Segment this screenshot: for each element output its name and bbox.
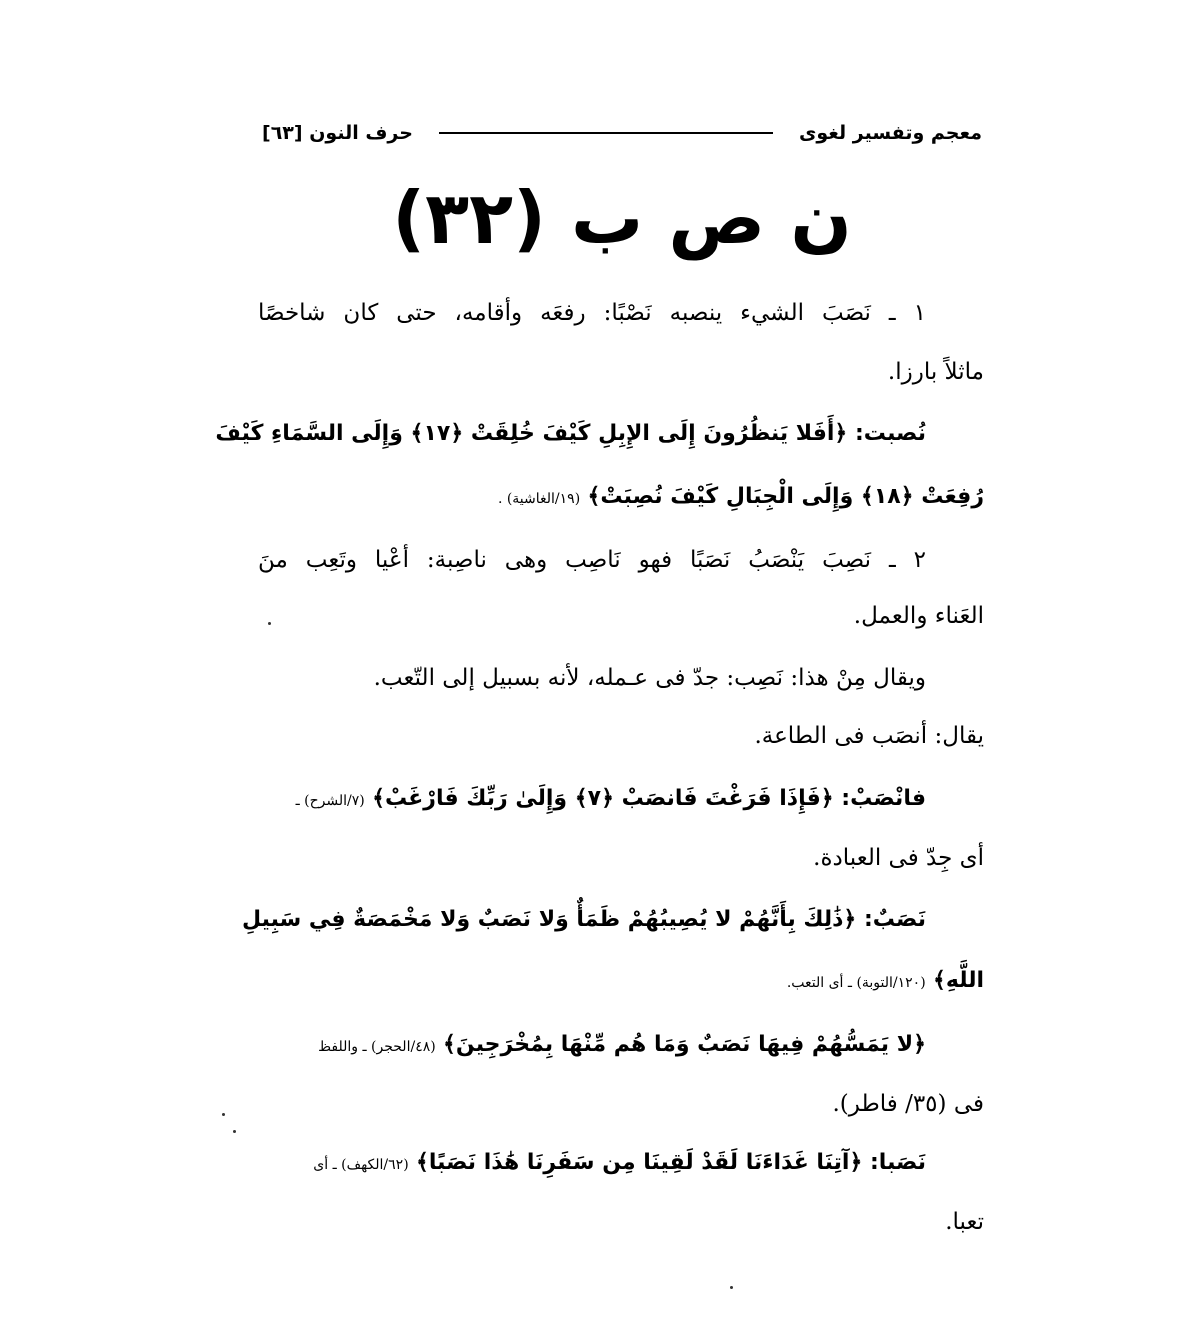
quran-verse: نَصَبا: ﴿آتِنَا غَدَاءَنَا لَقَدْ لَقِينَا مِن سَفَرِنَا هَٰذَا نَصَبًا﴾	[415, 1150, 926, 1175]
body-line: يقال: أنصَب فى الطاعة.	[754, 723, 984, 749]
quran-verse-line	[258, 476, 984, 516]
scan-speck	[222, 1113, 225, 1116]
body-line: ويقال مِنْ هذا: نَصِب: جدّ فى عـمله، لأنه بسبيل إلى التّعب.	[373, 665, 926, 691]
quran-verse-line: نَصَبٌ: ﴿ذَٰلِكَ بِأَنَّهُمْ لا يُصِيبُهُمْ ظَمَأٌ وَلا نَصَبٌ وَلا مَخْمَصَةٌ فِي سَبِيلِ	[241, 907, 926, 932]
quran-verse: اللَّهِ﴾	[932, 968, 984, 993]
body-line: ٢ ـ نَصِبَ يَنْصَبُ نَصَبًا فهو نَاصِب وهى ناصِبة: أعْيا وتَعِب منَ	[258, 547, 926, 573]
quran-verse: رُفِعَتْ ﴿١٨﴾ وَإِلَى الْجِبَالِ كَيْفَ نُصِبَتْ﴾	[587, 484, 984, 509]
body-line: ١ ـ نَصَبَ الشيء ينصبه نَصْبًا: رفعَه وأقامه، حتى كان شاخصًا	[258, 300, 926, 326]
quran-verse-line	[258, 778, 984, 818]
verse-reference: (١٩/الغاشية) .	[497, 491, 581, 507]
verse-reference: (٦٢/الكهف) ـ أى	[313, 1157, 409, 1173]
quran-verse-line	[258, 960, 984, 1000]
book-title: معجم وتفسير لغوى	[798, 122, 982, 144]
body-line: فى (٣٥/ فاطر).	[832, 1091, 984, 1117]
verse-reference: (٧/الشرح) ـ	[295, 793, 365, 809]
section-label: حرف النون [٦٣]	[262, 122, 413, 144]
header-rule	[439, 132, 773, 134]
quran-verse-line	[258, 1024, 984, 1064]
body-line: تعبا.	[945, 1209, 984, 1235]
body-line: العَناء والعمل.	[853, 603, 984, 629]
running-header	[262, 118, 982, 148]
body-line: أى جِدّ فى العبادة.	[813, 845, 984, 871]
scan-speck	[730, 1286, 733, 1289]
quran-verse-line	[258, 1142, 984, 1182]
quran-verse: فانْصَبْ: ﴿فَإِذَا فَرَغْتَ فَانصَبْ ﴿٧﴾ وَإِلَىٰ رَبِّكَ فَارْغَبْ﴾	[372, 786, 926, 811]
entry-title: ن ص ب (٣٢)	[392, 176, 852, 260]
quran-verse: ﴿لا يَمَسُّهُمْ فِيهَا نَصَبٌ وَمَا هُم مِّنْهَا بِمُخْرَجِينَ﴾	[443, 1032, 926, 1057]
verse-reference: (١٢٠/التوبة) ـ أى التعب.	[786, 975, 926, 991]
body-line: ماثلاً بارزا.	[887, 359, 984, 385]
quran-verse-line: نُصبت: ﴿أَفَلا يَنظُرُونَ إِلَى الإِبِلِ كَيْفَ خُلِقَتْ ﴿١٧﴾ وَإِلَى السَّمَاءِ كَيْفَ	[215, 421, 926, 446]
scan-speck	[233, 1130, 236, 1133]
scan-speck	[268, 622, 271, 625]
verse-reference: (٤٨/الحجر) ـ واللفظ	[318, 1039, 436, 1055]
